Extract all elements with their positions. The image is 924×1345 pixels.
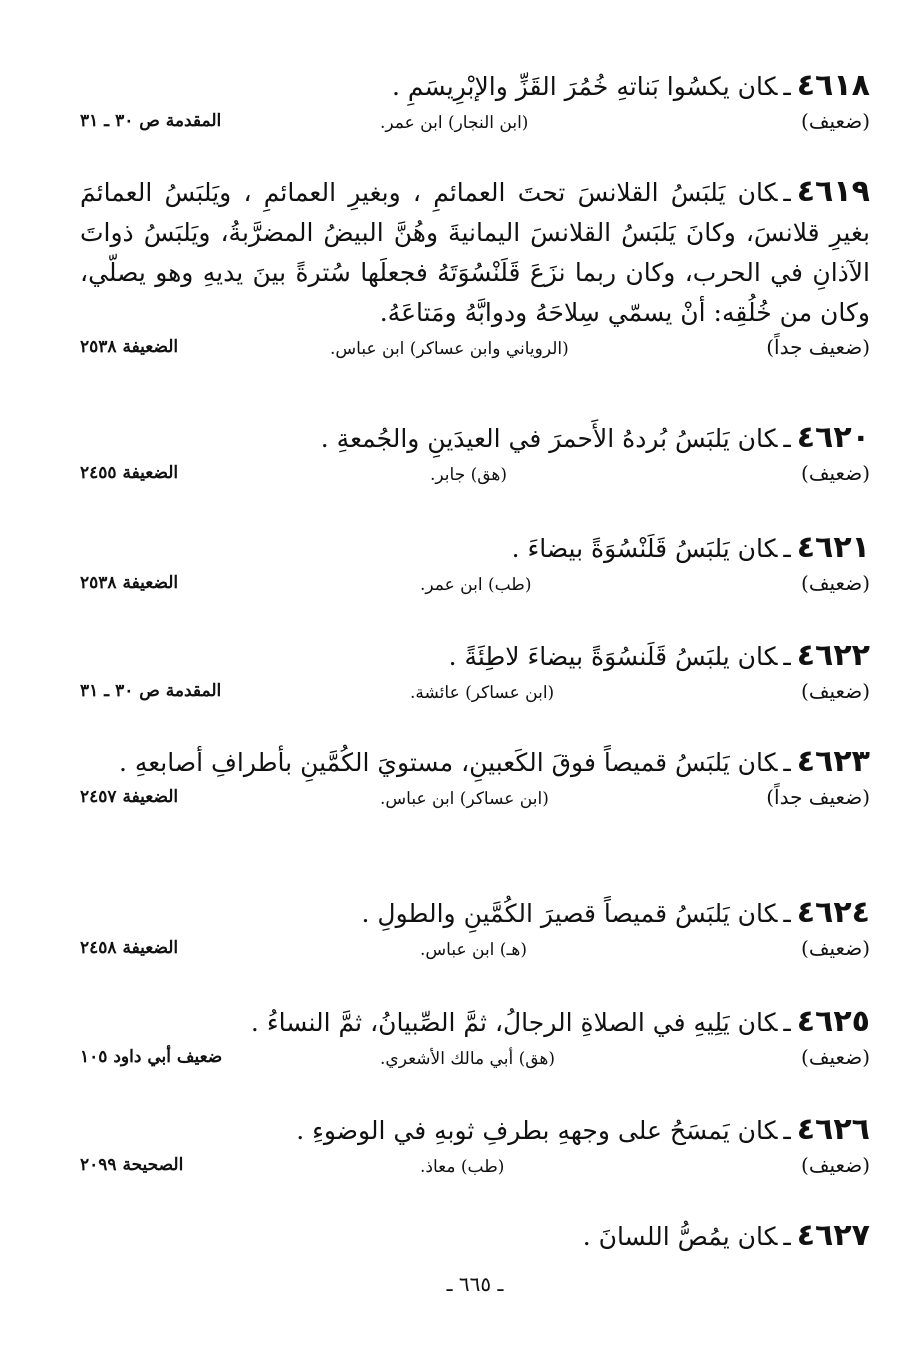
source-label: (هـ) ابن عباس.	[420, 940, 528, 960]
hadith-number: ٤٦٢٤	[796, 895, 870, 930]
reference-line	[80, 459, 870, 493]
separator: ـ	[783, 1116, 791, 1145]
hadith-text: كان يَلبَسُ قَلَنْسُوَةً بيضاءَ .	[511, 534, 778, 563]
hadith-entry	[80, 528, 870, 603]
hadith-number: ٤٦٢٧	[796, 1218, 870, 1253]
hadith-text: كان يَلبَسُ بُردهُ الأَحمرَ في العيدَينِ والجُمعةِ .	[320, 424, 778, 453]
reference-line	[80, 1043, 870, 1077]
source-label: (هق) أبي مالك الأشعري.	[380, 1049, 555, 1069]
separator: ـ	[783, 534, 791, 563]
source-label: (طب) معاذ.	[420, 1157, 505, 1177]
grade-label: ( ضعيف )	[801, 1153, 870, 1177]
hadith-number: ٤٦١٨	[796, 68, 870, 103]
reference-line	[80, 1151, 870, 1185]
hadith-text-line	[80, 418, 870, 459]
hadith-text-paragraph	[80, 742, 870, 783]
hadith-number: ٤٦٢١	[796, 530, 870, 565]
hadith-text-paragraph	[80, 172, 870, 333]
hadith-text: كان يَلبَسُ القلانسَ تحتَ العمائمِ ، وبغيرِ العمائمِ ، ويَلبَسُ العمائمَ بغيرِ قلانسَ، وكانَ يَلبَسُ القلانسَ اليمانيةَ وهُنَّ البيضُ المضرَّبةُ، ويَلبَسُ ذواتَ الآذانِ في الحرب، وكان ربما نزَعَ قَلَنْسُوَتَهُ فجعلَها سُترةً بينَ يديهِ وهو يصلّي، وكان من خُلُقِه: أنْ يسمّي سِلاحَهُ ودوابَّهُ ومَتاعَهُ.	[80, 178, 870, 327]
grade-label: ( ضعيف )	[801, 571, 870, 595]
hadith-entry	[80, 1216, 870, 1257]
hadith-number: ٤٦٢٥	[796, 1004, 870, 1039]
reference-line	[80, 569, 870, 603]
hadith-text-line	[80, 1216, 870, 1257]
hadith-text-line	[80, 528, 870, 569]
citation-label: الضعيفة ٢٥٣٨	[80, 573, 179, 593]
separator: ـ	[783, 1008, 791, 1037]
reference-line	[80, 333, 870, 367]
hadith-text-line	[80, 1002, 870, 1043]
hadith-entry	[80, 1002, 870, 1077]
hadith-text: كان يَمسَحُ على وجههِ بطرفِ ثوبهِ في الوضوءِ .	[296, 1116, 778, 1145]
hadith-text-line	[80, 66, 870, 107]
hadith-text: كان يَلبَسُ قميصاً قصيرَ الكُمَّينِ والطولِ .	[361, 899, 778, 928]
grade-label: ( ضعيف جداً )	[766, 335, 870, 359]
hadith-number: ٤٦٢٣	[796, 744, 870, 779]
source-label: (ابن النجار) ابن عمر.	[380, 113, 529, 133]
hadith-number: ٤٦٢٦	[796, 1112, 870, 1147]
separator: ـ	[783, 899, 791, 928]
hadith-text: كان يَلِيهِ في الصلاةِ الرجالُ، ثمَّ الصِّبيانُ، ثمَّ النساءُ .	[250, 1008, 778, 1037]
hadith-text: كان يكسُوا بَناتهِ خُمُرَ القَزِّ والإبْرِيسَمِ .	[391, 72, 778, 101]
grade-label: ( ضعيف )	[801, 461, 870, 485]
reference-line	[80, 677, 870, 711]
hadith-text-line	[80, 893, 870, 934]
hadith-text: كان يَلبَسُ قميصاً فوقَ الكَعبينِ، مستويَ الكُمَّينِ بأطرافِ أصابعهِ .	[118, 748, 778, 777]
hadith-number: ٤٦٢٢	[796, 638, 870, 673]
hadith-number: ٤٦٢٠	[796, 420, 870, 455]
hadith-entry	[80, 893, 870, 968]
page-number: ـ ٦٦٥ ـ	[446, 1272, 504, 1296]
source-label: (ابن عساكر) عائشة.	[410, 683, 555, 703]
hadith-text: كان يمُصُّ اللسانَ .	[582, 1222, 778, 1251]
source-label: (طب) ابن عمر.	[420, 575, 532, 595]
hadith-entry	[80, 742, 870, 817]
grade-label: ( ضعيف )	[801, 679, 870, 703]
hadith-text-line	[80, 636, 870, 677]
separator: ـ	[783, 748, 791, 777]
separator: ـ	[783, 72, 791, 101]
hadith-entry	[80, 418, 870, 493]
citation-label: الضعيفة ٢٤٥٥	[80, 463, 179, 483]
hadith-entry	[80, 66, 870, 141]
citation-label: الضعيفة ٢٤٥٨	[80, 938, 179, 958]
citation-label: المقدمة ص ٣٠ ـ ٣١	[80, 111, 222, 131]
source-label: (هق) جابر.	[430, 465, 508, 485]
citation-label: الصحيحة ٢٠٩٩	[80, 1155, 184, 1175]
citation-label: الضعيفة ٢٥٣٨	[80, 337, 179, 357]
hadith-entry	[80, 1110, 870, 1185]
grade-label: ( ضعيف جداً )	[766, 785, 870, 809]
source-label: (الروياني وابن عساكر) ابن عباس.	[330, 339, 569, 359]
separator: ـ	[783, 1222, 791, 1251]
grade-label: ( ضعيف )	[801, 936, 870, 960]
citation-label: الضعيفة ٢٤٥٧	[80, 787, 179, 807]
hadith-text: كان يلبَسُ قَلَنسُوَةً بيضاءَ لاطِئَةً .	[448, 642, 778, 671]
citation-label: المقدمة ص ٣٠ ـ ٣١	[80, 681, 222, 701]
separator: ـ	[783, 642, 791, 671]
source-label: (ابن عساكر) ابن عباس.	[380, 789, 549, 809]
document-page	[80, 0, 870, 1345]
reference-line	[80, 107, 870, 141]
separator: ـ	[783, 178, 791, 207]
hadith-number: ٤٦١٩	[796, 174, 870, 209]
hadith-entry	[80, 172, 870, 367]
reference-line	[80, 934, 870, 968]
hadith-text-line	[80, 1110, 870, 1151]
hadith-entry	[80, 636, 870, 711]
grade-label: ( ضعيف )	[801, 109, 870, 133]
citation-label: ضعيف أبي داود ١٠٥	[80, 1047, 223, 1067]
separator: ـ	[783, 424, 791, 453]
reference-line	[80, 783, 870, 817]
grade-label: ( ضعيف )	[801, 1045, 870, 1069]
